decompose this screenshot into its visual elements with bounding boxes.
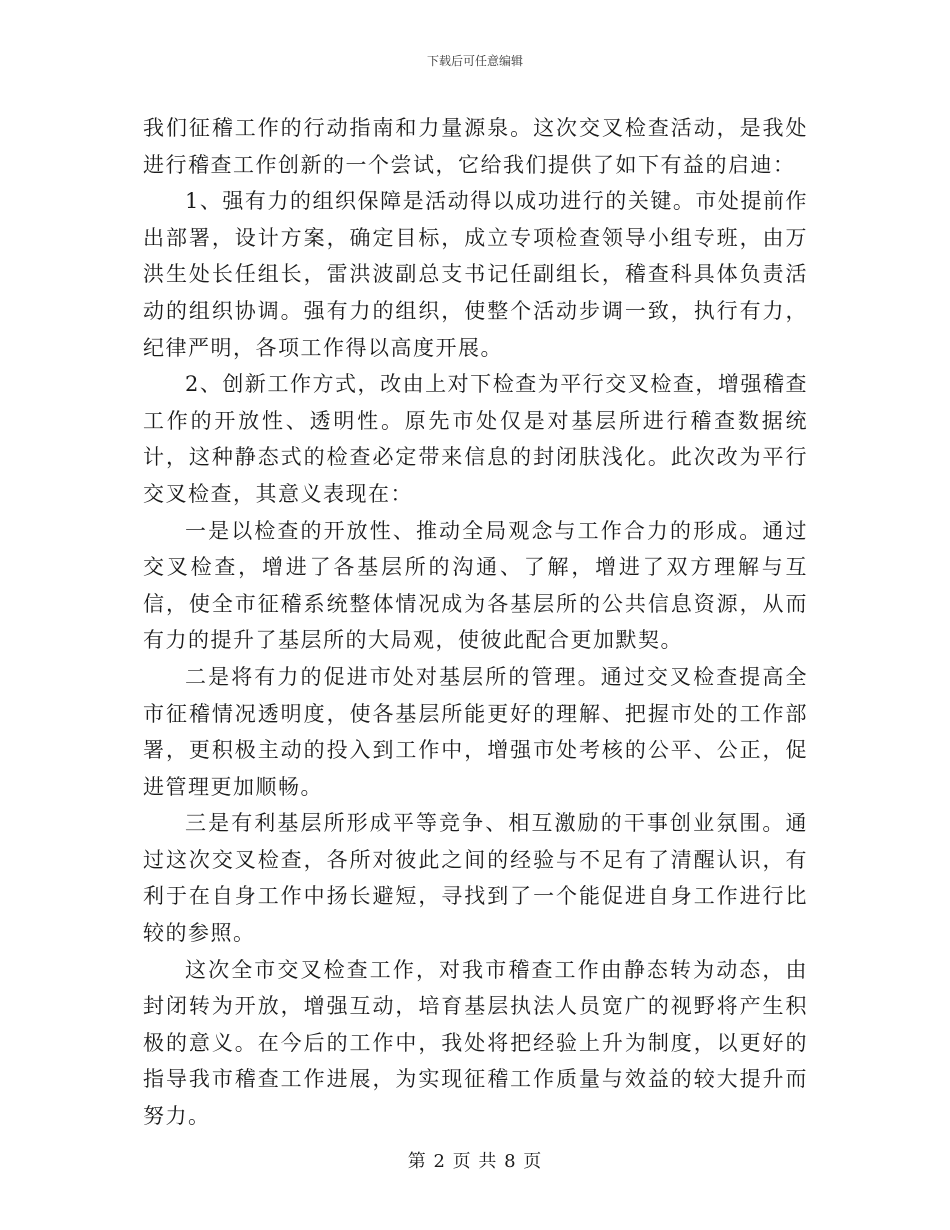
paragraph: 2、创新工作方式，改由上对下检查为平行交叉检查，增强稽查工作的开放性、透明性。原先市处仅是对基层所进行稽查数据统计，这种静态式的检查必定带来信息的封闭肤浅化。此次改为平行交叉检查，其意义表现在： [143, 372, 808, 506]
paragraph: 二是将有力的促进市处对基层所的管理。通过交叉检查提高全市征稽情况透明度，使各基层所能更好的理解、把握市处的工作部署，更积极主动的投入到工作中，增强市处考核的公平、公正，促进管理更加顺畅。 [143, 664, 808, 799]
paragraph: 三是有利基层所形成平等竞争、相互激励的干事创业氛围。通过这次交叉检查，各所对彼此之间的经验与不足有了清醒认识，有利于在自身工作中扬长避短，寻找到了一个能促进自身工作进行比较的参照。 [143, 811, 808, 946]
page-number-footer: 第 2 页 共 8 页 [407, 1151, 543, 1172]
header-note: 下载后可任意编辑 [426, 54, 523, 68]
paragraph: 1、强有力的组织保障是活动得以成功进行的关键。市处提前作出部署，设计方案，确定目标，成立专项检查领导小组专班，由万洪生处长任组长，雷洪波副总支书记任副组长，稽查科具体负责活动的组织协调。强有力的组织，使整个活动步调一致，执行有力，纪律严明，各项工作得以高度开展。 [143, 189, 808, 360]
paragraph: 一是以检查的开放性、推动全局观念与工作合力的形成。通过交叉检查，增进了各基层所的沟通、了解，增进了双方理解与互信，使全市征稽系统整体情况成为各基层所的公共信息资源，从而有力的提升了基层所的大局观，使彼此配合更加默契。 [143, 518, 808, 653]
paragraph: 我们征稽工作的行动指南和力量源泉。这次交叉检查活动，是我处进行稽查工作创新的一个尝试，它给我们提供了如下有益的启迪： [143, 116, 808, 177]
document-body [143, 110, 808, 1135]
paragraph: 这次全市交叉检查工作，对我市稽查工作由静态转为动态，由封闭转为开放，增强互动，培育基层执法人员宽广的视野将产生积极的意义。在今后的工作中，我处将把经验上升为制度，以更好的指导我市稽查工作进展，为实现征稽工作质量与效益的较大提升而努力。 [143, 957, 808, 1129]
